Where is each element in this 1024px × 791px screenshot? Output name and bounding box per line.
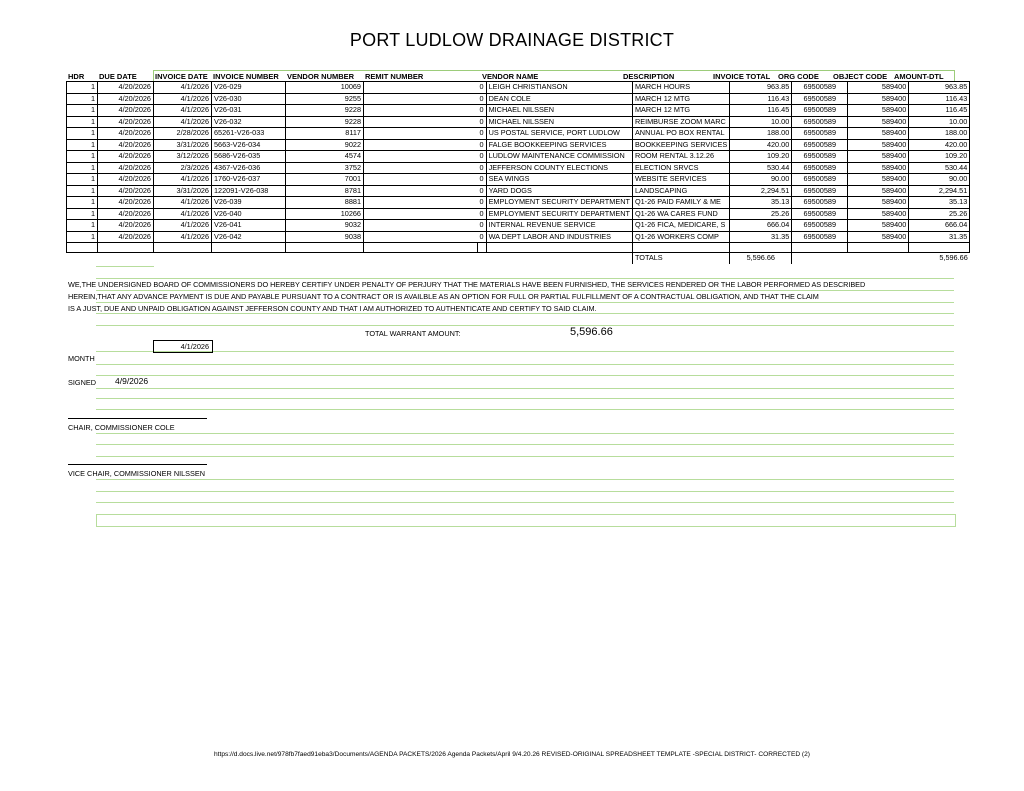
table-cell: 69500589 [792,82,848,94]
table-cell: 122091-V26-038 [212,185,286,197]
table-row [67,105,970,117]
column-header-vendor-name: VENDOR NAME [482,72,539,81]
table-cell: 1 [67,82,98,94]
table-cell: 65261-V26-033 [212,128,286,140]
table-cell: 4/20/2026 [98,139,154,151]
table-row [67,82,970,94]
table-cell: 0 [478,116,487,128]
table-cell [364,116,478,128]
table-cell: 1 [67,93,98,105]
table-cell: 963.85 [730,82,792,94]
table-cell: MICHAEL NILSSEN [486,105,632,117]
table-cell: 589400 [848,162,909,174]
totals-amount-dtl: 5,596.66 [939,253,968,263]
table-cell: EMPLOYMENT SECURITY DEPARTMENT [486,197,632,209]
gridline [96,364,954,365]
table-cell [364,128,478,140]
table-row [67,185,970,197]
table-cell: FALGE BOOKKEEPING SERVICES [486,139,632,151]
table-row [67,220,970,232]
table-cell: 4/1/2026 [154,220,212,232]
table-cell: Q1-26 PAID FAMILY & ME [632,197,729,209]
table-cell: Q1-26 WA CARES FUND [632,208,729,220]
table-cell: 0 [478,162,487,174]
table-cell: 90.00 [730,174,792,186]
column-header-vendor-number: VENDOR NUMBER [287,72,355,81]
table-cell: MICHAEL NILSSEN [486,116,632,128]
table-cell: 4/20/2026 [98,116,154,128]
table-cell: 4/20/2026 [98,82,154,94]
table-cell: 1 [67,128,98,140]
table-cell: 9228 [286,105,364,117]
invoice-table [66,81,970,264]
table-cell [364,185,478,197]
chair-signature-line [68,418,207,419]
gridline [96,479,954,480]
table-cell [364,174,478,186]
table-cell: 69500589 [792,197,848,209]
table-cell: V26-039 [212,197,286,209]
table-cell: 69500589 [792,93,848,105]
gridline [96,375,954,376]
table-cell: 8117 [286,128,364,140]
vice-chair-signature-line [68,464,207,465]
table-cell: 188.00 [730,128,792,140]
gridline [96,325,954,326]
table-cell: BOOKKEEPING SERVICES [632,139,729,151]
table-cell: 2/3/2026 [154,162,212,174]
table-cell: 420.00 [909,139,970,151]
table-cell: 69500589 [792,231,848,243]
table-row [67,174,970,186]
table-cell: 4574 [286,151,364,163]
table-cell: 116.43 [909,93,970,105]
totals-label: TOTALS [632,253,729,264]
column-header-due-date: DUE DATE [99,72,137,81]
signed-label: SIGNED [68,378,96,387]
gridline [96,313,954,314]
table-cell: 1 [67,162,98,174]
table-cell: 2/28/2026 [154,128,212,140]
table-cell: 5686-V26-035 [212,151,286,163]
table-cell: 589400 [848,208,909,220]
table-cell: 10.00 [730,116,792,128]
month-label: MONTH [68,354,95,363]
gridline [96,278,954,279]
table-cell: 69500589 [792,139,848,151]
table-cell: 666.04 [909,220,970,232]
table-cell: 5663-V26-034 [212,139,286,151]
vice-chair-signature-label: VICE CHAIR, COMMISSIONER NILSSEN [68,469,206,478]
table-cell: 4/20/2026 [98,93,154,105]
table-cell: 4/20/2026 [98,220,154,232]
table-cell: V26-041 [212,220,286,232]
table-cell: 4/20/2026 [98,105,154,117]
table-cell: 69500589 [792,208,848,220]
table-cell: 4/20/2026 [98,208,154,220]
table-cell: 31.35 [909,231,970,243]
table-cell: 3752 [286,162,364,174]
table-cell: US POSTAL SERVICE, PORT LUDLOW [486,128,632,140]
table-cell [364,231,478,243]
table-cell: 35.13 [909,197,970,209]
table-cell [364,93,478,105]
table-cell: 4/20/2026 [98,162,154,174]
column-header-invoice-number: INVOICE NUMBER [213,72,279,81]
table-cell: 530.44 [730,162,792,174]
page-title: PORT LUDLOW DRAINAGE DISTRICT [349,30,675,50]
gridline [96,433,954,434]
column-header-org-code: ORG CODE [778,72,819,81]
table-row [67,128,970,140]
table-cell: 0 [478,93,487,105]
table-cell: 4/1/2026 [154,93,212,105]
table-cell: 589400 [848,139,909,151]
table-cell: ANNUAL PO BOX RENTAL [632,128,729,140]
table-cell: MARCH 12 MTG [632,93,729,105]
table-row [67,197,970,209]
table-cell: 1760-V26-037 [212,174,286,186]
table-cell: 1 [67,151,98,163]
table-cell: 4/1/2026 [154,116,212,128]
table-cell: 1 [67,174,98,186]
table-cell: MARCH HOURS [632,82,729,94]
table-cell: 4/20/2026 [98,231,154,243]
table-cell: 0 [478,185,487,197]
table-cell: 31.35 [730,231,792,243]
gridline [96,409,954,410]
table-cell: 9228 [286,116,364,128]
column-header-remit-number: REMIT NUMBER [365,72,424,81]
table-cell: 188.00 [909,128,970,140]
table-cell: 4/1/2026 [154,197,212,209]
table-cell: 4/1/2026 [154,208,212,220]
table-cell: DEAN COLE [486,93,632,105]
table-cell: Q1-26 WORKERS COMP [632,231,729,243]
table-cell: 3/31/2026 [154,139,212,151]
table-cell: 25.26 [909,208,970,220]
table-cell: WA DEPT LABOR AND INDUSTRIES [486,231,632,243]
table-cell: 589400 [848,231,909,243]
table-cell: 3/31/2026 [154,185,212,197]
table-cell: 9032 [286,220,364,232]
table-cell: LUDLOW MAINTENANCE COMMISSION [486,151,632,163]
table-cell: SEA WINGS [486,174,632,186]
table-cell: 69500589 [792,151,848,163]
table-cell: 0 [478,139,487,151]
table-cell: 69500589 [792,185,848,197]
table-cell [364,139,478,151]
gridline [96,456,954,457]
table-cell [364,151,478,163]
table-cell: 0 [478,220,487,232]
gridline [96,388,954,389]
table-cell: EMPLOYMENT SECURITY DEPARTMENT [486,208,632,220]
gridline [96,491,954,492]
column-header-hdr: HDR [68,72,85,81]
gridline [96,266,154,267]
table-cell: V26-031 [212,105,286,117]
table-cell: V26-029 [212,82,286,94]
table-cell: 4/20/2026 [98,151,154,163]
table-cell [364,162,478,174]
table-cell: 589400 [848,116,909,128]
table-cell: 116.45 [730,105,792,117]
table-cell: 4/20/2026 [98,128,154,140]
certification-line-2: HEREIN,THAT ANY ADVANCE PAYMENT IS DUE AND PAYABLE PURSUANT TO A CONTRACT OR IS AVAILBLE AS AN OPTION FOR FULL OR PARTIAL FULFILLMENT OF A CONTRACTUAL OBLIGATION, AND THAT THE CLAIM [68,292,819,301]
gridline-box [96,514,956,527]
table-cell: 9255 [286,93,364,105]
column-header-description: DESCRIPTION [623,72,675,81]
table-cell: 589400 [848,174,909,186]
column-header-object-code: OBJECT CODE [833,72,888,81]
table-cell: 4/20/2026 [98,174,154,186]
table-cell: 69500589 [792,105,848,117]
table-cell: V26-030 [212,93,286,105]
total-warrant-amount: 5,596.66 [570,326,613,338]
table-cell: LEIGH CHRISTIANSON [486,82,632,94]
table-cell: 589400 [848,197,909,209]
table-cell: 25.26 [730,208,792,220]
table-cell: 589400 [848,185,909,197]
table-cell: 2,294.51 [730,185,792,197]
table-cell: 116.43 [730,93,792,105]
certification-line-3: IS A JUST, DUE AND UNPAID OBLIGATION AGAINST JEFFERSON COUNTY AND THAT I AM AUTHORIZED TO AUTHENTICATE AND CERTIFY TO SAID CLAIM. [68,304,597,313]
table-cell: MARCH 12 MTG [632,105,729,117]
column-header-amount-dtl: AMOUNT-DTL [894,72,944,81]
table-cell: 69500589 [792,174,848,186]
table-cell: 10.00 [909,116,970,128]
table-cell: 0 [478,151,487,163]
table-cell [364,82,478,94]
column-header-invoice-total: INVOICE TOTAL [713,72,771,81]
table-cell: 4/20/2026 [98,197,154,209]
table-cell: 420.00 [730,139,792,151]
table-cell: 589400 [848,93,909,105]
table-cell: 0 [478,208,487,220]
table-cell: 0 [478,82,487,94]
table-cell: 963.85 [909,82,970,94]
table-cell: 69500589 [792,220,848,232]
gridline [96,444,954,445]
table-cell: 4/1/2026 [154,105,212,117]
table-cell: Q1-26 FICA, MEDICARE, S [632,220,729,232]
table-cell: 1 [67,197,98,209]
table-cell: YARD DOGS [486,185,632,197]
table-row [67,93,970,105]
table-cell: 9022 [286,139,364,151]
table-cell: 1 [67,116,98,128]
table-cell: 1 [67,139,98,151]
table-row [67,208,970,220]
table-cell [364,220,478,232]
table-cell: 90.00 [909,174,970,186]
table-cell: 109.20 [909,151,970,163]
gridline [96,290,954,291]
month-date-box: 4/1/2026 [153,340,213,353]
table-row [67,151,970,163]
table-cell: 69500589 [792,128,848,140]
table-cell: 7001 [286,174,364,186]
gridline [96,302,954,303]
table-cell: 0 [478,197,487,209]
table-cell: 589400 [848,128,909,140]
table-row [67,139,970,151]
table-cell: 1 [67,220,98,232]
table-cell: 589400 [848,105,909,117]
gridline [96,398,954,399]
table-cell: 530.44 [909,162,970,174]
table-cell: 0 [478,128,487,140]
table-cell: 10266 [286,208,364,220]
table-cell: 9038 [286,231,364,243]
table-cell [364,197,478,209]
table-cell: 69500589 [792,162,848,174]
table-cell: 1 [67,231,98,243]
footer-url: https://d.docs.live.net/978fb7faed91eba3/Documents/AGENDA PACKETS/2026 Agenda Packets/April 9/4.20.26 REVISED-ORIGINAL SPREADSHEET TEMPLATE -SPECIAL DISTRICT- CORRECTED (2) [213,751,810,758]
table-cell: V26-040 [212,208,286,220]
table-cell: 4/20/2026 [98,185,154,197]
table-cell: 1 [67,208,98,220]
table-cell: 1 [67,185,98,197]
total-warrant-label: TOTAL WARRANT AMOUNT: [365,329,461,338]
table-row [67,162,970,174]
table-cell: 10069 [286,82,364,94]
table-cell: INTERNAL REVENUE SERVICE [486,220,632,232]
table-cell: 589400 [848,82,909,94]
totals-row [67,253,970,264]
table-cell: 4/1/2026 [154,82,212,94]
gridline [96,351,954,352]
chair-signature-label: CHAIR, COMMISSIONER COLE [68,423,175,432]
table-row [67,116,970,128]
gridline [96,502,954,503]
table-cell: V26-042 [212,231,286,243]
table-cell: 8881 [286,197,364,209]
table-cell: 666.04 [730,220,792,232]
table-cell: ELECTION SRVCS [632,162,729,174]
table-cell: 0 [478,231,487,243]
table-cell: 116.45 [909,105,970,117]
table-cell: 4/1/2026 [154,231,212,243]
table-cell: 0 [478,105,487,117]
table-cell: WEBSITE SERVICES [632,174,729,186]
table-cell: 589400 [848,151,909,163]
table-cell: 4367-V26-036 [212,162,286,174]
certification-line-1: WE,THE UNDERSIGNED BOARD OF COMMISSIONERS DO HEREBY CERTIFY UNDER PENALTY OF PERJURY THAT THE MATERIALS HAVE BEEN FURNISHED, THE SERVICES RENDERED OR THE LABOR PERFORMED AS DESCRIBED [68,280,866,289]
table-cell [364,208,478,220]
table-cell: LANDSCAPING [632,185,729,197]
column-header-invoice-date: INVOICE DATE [155,72,208,81]
table-cell: 1 [67,105,98,117]
table-cell [364,105,478,117]
table-cell: 3/12/2026 [154,151,212,163]
table-cell: 35.13 [730,197,792,209]
table-cell: REIMBURSE ZOOM MARC [632,116,729,128]
table-cell: ROOM RENTAL 3.12.26 [632,151,729,163]
signed-date: 4/9/2026 [115,376,149,386]
table-cell: 0 [478,174,487,186]
blank-row [67,243,970,253]
totals-invoice-total: 5,596.66 [730,253,792,264]
table-cell: 589400 [848,220,909,232]
table-cell: 2,294.51 [909,185,970,197]
table-row [67,231,970,243]
table-cell: V26-032 [212,116,286,128]
table-cell: 69500589 [792,116,848,128]
table-cell: 8781 [286,185,364,197]
table-cell: 109.20 [730,151,792,163]
table-cell: JEFFERSON COUNTY ELECTIONS [486,162,632,174]
table-cell: 4/1/2026 [154,174,212,186]
